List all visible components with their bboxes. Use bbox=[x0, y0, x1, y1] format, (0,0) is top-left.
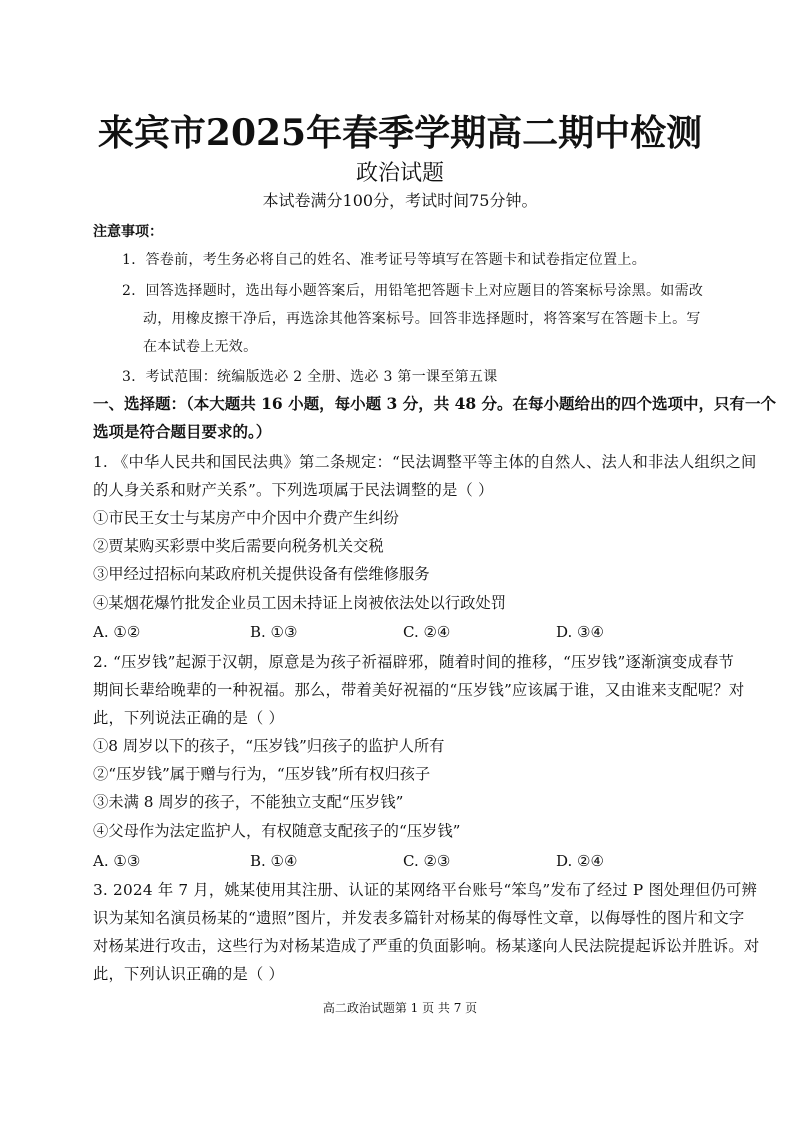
notice-item: 2．回答选择题时，选出每小题答案后，用铅笔把答题卡上对应题目的答案标号涂黑。如需改 bbox=[122, 283, 704, 299]
notice-item: 3．考试范围：统编版选必 2 全册、选必 3 第一课至第五课 bbox=[122, 369, 498, 385]
notice-heading: 注意事项： bbox=[93, 224, 163, 240]
question-2-text: 期间长辈给晚辈的一种祝福。那么，带着美好祝福的“压岁钱”应该属于谁，又由谁来支配呢？对 bbox=[93, 681, 745, 699]
exam-info: 本试卷满分100分，考试时间75分钟。 bbox=[262, 191, 538, 210]
question-3-text: 此，下列认识正确的是（ ） bbox=[93, 965, 285, 983]
question-1-statement: ③甲经过招标向某政府机关提供设备有偿维修服务 bbox=[93, 565, 430, 583]
question-1-choice-a[interactable]: A. ①② bbox=[93, 623, 141, 641]
question-1-choice-d[interactable]: D. ③④ bbox=[556, 623, 604, 641]
question-1-text: 的人身关系和财产关系”。下列选项属于民法调整的是（ ） bbox=[93, 481, 494, 499]
question-2-statement: ①8 周岁以下的孩子，“压岁钱”归孩子的监护人所有 bbox=[93, 737, 445, 755]
question-3-text: 识为某知名演员杨某的“遗照”图片，并发表多篇针对杨某的侮辱性文章，以侮辱性的图片和文字 bbox=[93, 909, 745, 927]
question-1-statement: ①市民王女士与某房产中介因中介费产生纠纷 bbox=[93, 509, 399, 527]
notice-item: 1．答卷前，考生务必将自己的姓名、准考证号等填写在答题卡和试卷指定位置上。 bbox=[122, 252, 647, 268]
page-footer: 高二政治试题第 1 页 共 7 页 bbox=[322, 1001, 478, 1015]
question-1-choice-c[interactable]: C. ②④ bbox=[403, 623, 451, 641]
exam-title: 来宾市2025年春季学期高二期中检测 bbox=[97, 112, 703, 154]
question-2-text: 2. “压岁钱”起源于汉朝，原意是为孩子祈福辟邪，随着时间的推移，“压岁钱”逐渐演变成春节 bbox=[93, 653, 735, 671]
question-2-choice-c[interactable]: C. ②③ bbox=[403, 852, 451, 870]
question-3-text: 对杨某进行攻击，这些行为对杨某造成了严重的负面影响。杨某遂向人民法院提起诉讼并胜诉。对 bbox=[93, 937, 760, 955]
exam-subtitle: 政治试题 bbox=[355, 161, 444, 186]
question-2-choice-d[interactable]: D. ②④ bbox=[556, 852, 604, 870]
question-1-choice-b[interactable]: B. ①③ bbox=[250, 623, 298, 641]
question-2-statement: ②“压岁钱”属于赠与行为，“压岁钱”所有权归孩子 bbox=[93, 765, 431, 783]
question-2-statement: ③未满 8 周岁的孩子，不能独立支配“压岁钱” bbox=[93, 793, 404, 811]
question-2-text: 此，下列说法正确的是（ ） bbox=[93, 709, 285, 727]
question-2-statement: ④父母作为法定监护人，有权随意支配孩子的“压岁钱” bbox=[93, 822, 461, 840]
section-heading: 一、选择题：（本大题共 16 小题，每小题 3 分，共 48 分。在每小题给出的四个选项中，只有一个 bbox=[93, 394, 777, 413]
question-3-text: 3. 2024 年 7 月，姚某使用其注册、认证的某网络平台账号“笨鸟”发布了经过 P 图处理但仍可辨 bbox=[93, 881, 757, 899]
notice-item: 在本试卷上无效。 bbox=[143, 339, 258, 355]
question-1-statement: ②贾某购买彩票中奖后需要向税务机关交税 bbox=[93, 537, 384, 555]
question-1-statement: ④某烟花爆竹批发企业员工因未持证上岗被依法处以行政处罚 bbox=[93, 594, 507, 612]
section-heading: 选项是符合题目要求的。） bbox=[93, 422, 272, 441]
question-2-choice-b[interactable]: B. ①④ bbox=[250, 852, 298, 870]
question-1-text: 1. 《中华人民共和国民法典》第二条规定：“民法调整平等主体的自然人、法人和非法人组织之间 bbox=[93, 453, 757, 471]
question-2-choice-a[interactable]: A. ①③ bbox=[93, 852, 141, 870]
notice-item: 动，用橡皮擦干净后，再选涂其他答案标号。回答非选择题时，将答案写在答题卡上。写 bbox=[143, 311, 701, 327]
